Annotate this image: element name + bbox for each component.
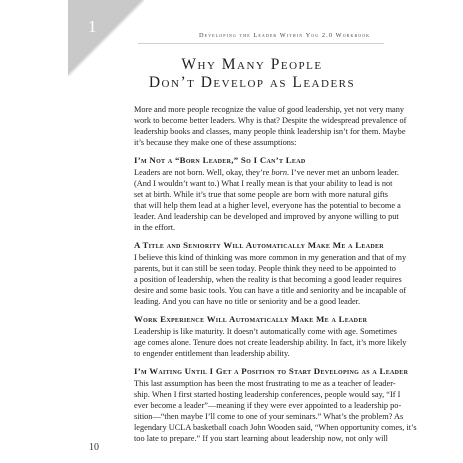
body-line: a position of leadership, when the reality is that becoming a good leader requires — [134, 275, 402, 284]
page-number: 10 — [89, 442, 99, 453]
body-line: in the effort. — [134, 223, 176, 232]
body-line: age comes alone. Tenure does not create leadership ability. In fact, it’s more likely — [134, 338, 407, 347]
intro-line: it’s because they make one of these assumptions: — [134, 138, 297, 147]
body-line: This last assumption has been the most frustrating to me as a teacher of leader- — [134, 379, 396, 388]
chapter-number: 1 — [88, 17, 97, 36]
header-divider — [138, 43, 384, 44]
body-line: sition—“then maybe I’ll come to one of your seminars.” What’s the problem? As — [134, 412, 404, 421]
page-title-line-2: Don’t Develop as Leaders — [148, 74, 356, 91]
body-line: ever become a leader”—meaning if they were ever appointed to a leadership po- — [134, 401, 402, 410]
body-line: leading. And you can have no title or seniority and be a good leader. — [134, 297, 361, 306]
body-line: set at birth. While it’s true that some people are born with more natural gifts — [134, 190, 388, 199]
body-line: (And I wouldn’t want to.) What I really mean is that your ability to lead is not — [134, 179, 393, 188]
body-line: Leaders are not born. Well, okay, they’re born. I’ve never met an unborn leader. — [134, 168, 399, 177]
body-line: I believe this kind of thinking was more common in my generation and that of my — [134, 253, 407, 262]
intro-line: More and more people recognize the value of good leadership, yet not very many — [134, 105, 405, 114]
section-heading: Work Experience Will Automatically Make Me a Leader — [134, 314, 368, 324]
intro-line: leadership books and classes, many people think leadership isn’t for them. Maybe — [134, 127, 406, 136]
intro-line: work to become better leaders. Why is that? Despite the widespread prevalence of — [134, 116, 407, 125]
body-line: leader. And leadership can be developed and improved by anyone willing to put — [134, 212, 399, 221]
body-line: Leadership is like maturity. It doesn’t automatically come with age. Sometimes — [134, 327, 397, 336]
section-heading: A Title and Seniority Will Automatically Make Me a Leader — [134, 240, 384, 250]
section-heading: I’m Waiting Until I Get a Position to Start Developing as a Leader — [134, 366, 409, 376]
body-line: that will help them lead at a higher level, everyone has the potential to become a — [134, 201, 401, 210]
body-line: parents, but it can still be seen today. People think they need to be appointed to — [134, 264, 396, 273]
body-line: to engender entitlement than leadership ability. — [134, 349, 290, 358]
body-line: desire and some basic tools. You can have a title and seniority and be incapable of — [134, 286, 407, 295]
running-head: Developing the Leader Within You 2.0 Workbook — [199, 32, 371, 39]
section-heading: I’m Not a “Born Leader,” So I Can’t Lead — [134, 155, 306, 165]
body-line: legendary UCLA basketball coach John Wooden said, “When opportunity comes, it’s — [134, 423, 417, 432]
body-line: too late to prepare.” If you start learning about leadership now, not only will — [134, 434, 388, 443]
page-title-line-1: Why Many People — [181, 56, 323, 73]
body-line: ship. When I first started hosting leadership conferences, people would say, “If I — [134, 390, 401, 399]
